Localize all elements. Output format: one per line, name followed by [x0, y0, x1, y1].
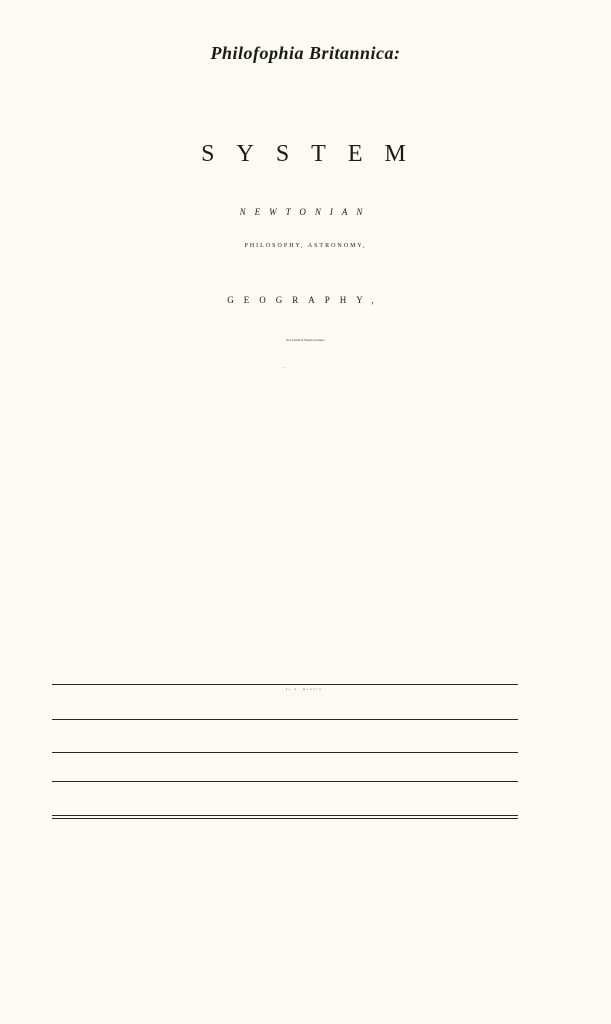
- notes-line: [0, 368, 611, 369]
- book-title: Philofophia Britannica:: [210, 43, 401, 63]
- divider-rule: [52, 684, 518, 685]
- divider-rule: [52, 719, 518, 720]
- divider-rule: [52, 781, 518, 782]
- author-line: By B. MARTIN.: [285, 689, 326, 691]
- geography-heading: GEOGRAPHY,: [227, 295, 384, 305]
- notes-text: NOTES;: [283, 368, 330, 369]
- newtonian-heading: NEWTONIAN: [239, 207, 372, 217]
- system-heading: SYSTEM: [201, 141, 428, 167]
- course-line: In a Courfe of Twelve Lectures,: [286, 338, 325, 342]
- with-text: With: [281, 368, 284, 369]
- philosophy-astronomy-heading: PHILOSOPHY, ASTRONOMY,: [244, 243, 367, 249]
- divider-rule: [52, 752, 518, 753]
- divider-double-rule: [52, 815, 518, 819]
